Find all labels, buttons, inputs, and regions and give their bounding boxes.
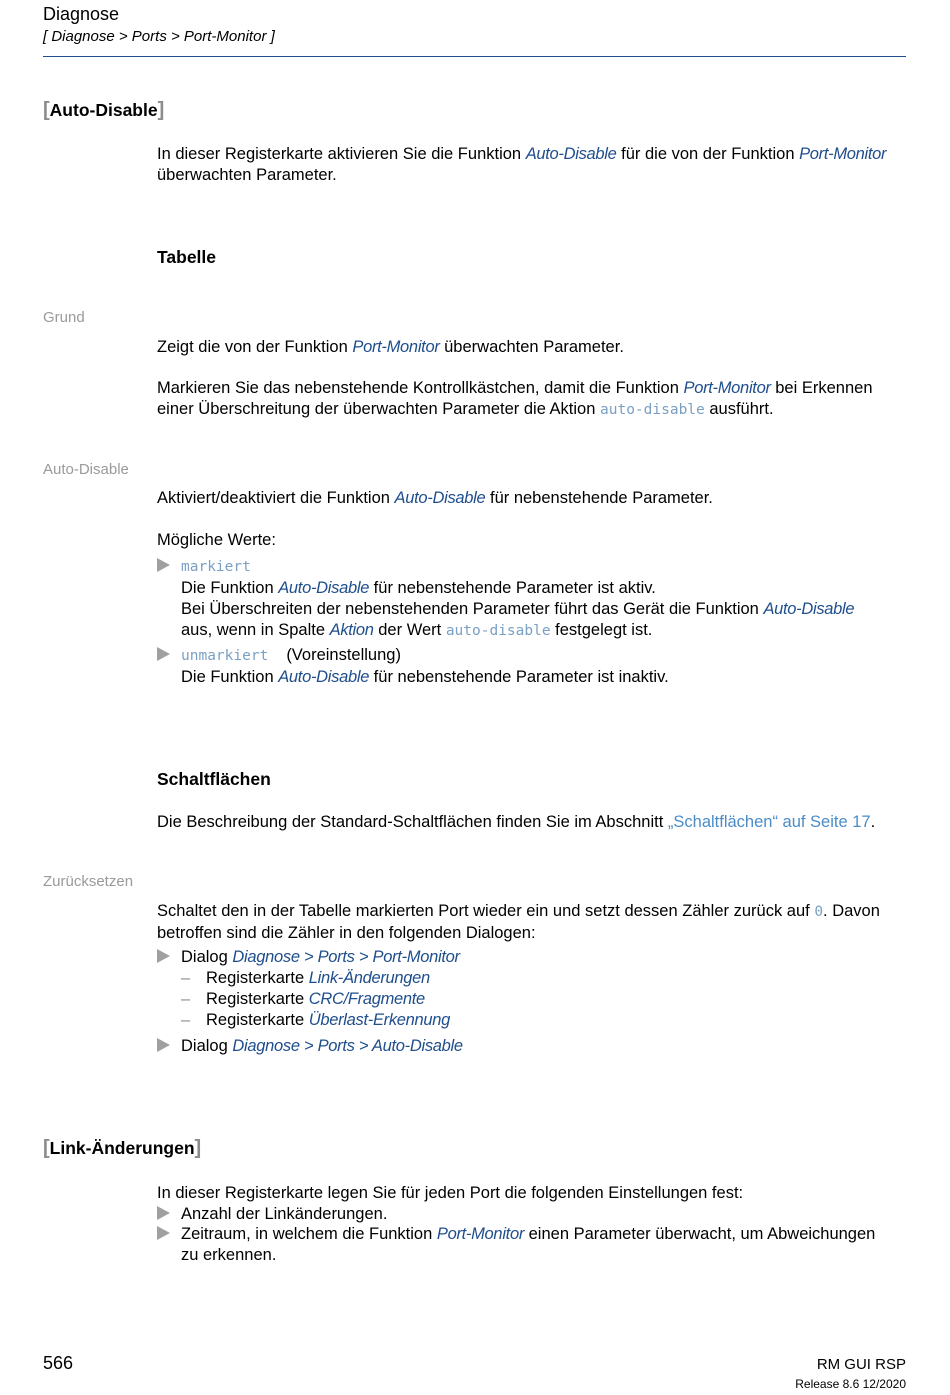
term: Auto-Disable — [278, 668, 370, 686]
triangle-bullet-icon — [157, 1038, 170, 1052]
section-title: Auto-Disable — [49, 100, 158, 120]
sub-list-item — [181, 1010, 909, 1031]
list-item-markiert — [157, 556, 909, 642]
text: Die Beschreibung der Standard-Schaltflächen finden Sie im Abschnitt — [157, 813, 668, 831]
text: festgelegt ist. — [550, 621, 653, 639]
page-number: 566 — [43, 1353, 74, 1373]
bracket-open: [ — [43, 1137, 50, 1159]
tab-name: Überlast-Erkennung — [308, 1011, 451, 1029]
text: einen Parameter überwacht, um Abweichungen — [524, 1225, 876, 1243]
running-header-breadcrumb: [ Diagnose > Ports > Port-Monitor ] — [43, 28, 275, 45]
text: In dieser Registerkarte aktivieren Sie die Funktion — [157, 145, 526, 163]
bracket-close: ] — [157, 99, 165, 121]
text: Dialog — [181, 948, 233, 966]
text: überwachten Parameter. — [157, 166, 337, 184]
list-item-dialog-auto-disable — [157, 1036, 909, 1057]
running-header-title: Diagnose — [43, 4, 120, 24]
term: Port-Monitor — [799, 145, 887, 163]
default-note: (Voreinstellung) — [286, 646, 401, 664]
text: aus, wenn in Spalte — [181, 621, 330, 639]
code-value: auto-disable — [600, 402, 705, 418]
text: für nebenstehende Parameter ist aktiv. — [369, 579, 656, 597]
possible-values-label: Mögliche Werte: — [157, 531, 276, 549]
triangle-bullet-icon — [157, 558, 170, 572]
dialog-path: Diagnose > Ports > Port-Monitor — [232, 948, 460, 966]
text: Schaltet den in der Tabelle markierten Port wieder ein und setzt dessen Zähler zurück auf — [157, 902, 815, 920]
tab-name: Link-Änderungen — [308, 969, 430, 987]
text: überwachten Parameter. — [439, 338, 624, 356]
text: Aktiviert/deaktiviert die Funktion — [157, 489, 395, 507]
footer-release: Release 8.6 12/2020 — [795, 1377, 906, 1391]
text: Die Funktion — [181, 579, 279, 597]
text: betroffen sind die Zähler in den folgenden Dialogen: — [157, 924, 536, 942]
bracket-close: ] — [194, 1137, 202, 1159]
bracket-open: [ — [43, 99, 50, 121]
footer-product: RM GUI RSP — [816, 1356, 906, 1373]
triangle-bullet-icon — [157, 647, 170, 661]
term: Auto-Disable — [278, 579, 370, 597]
dialog-path: Diagnose > Ports > Auto-Disable — [232, 1037, 463, 1055]
text: Registerkarte — [206, 990, 309, 1008]
text: Registerkarte — [206, 1011, 309, 1029]
text: zu erkennen. — [181, 1246, 277, 1264]
sub-list-item — [181, 968, 909, 989]
reset-paragraph — [157, 901, 909, 944]
text: für nebenstehende Parameter ist inaktiv. — [369, 668, 669, 686]
section-title: Link-Änderungen — [49, 1138, 195, 1158]
dash-bullet: – — [181, 1011, 191, 1029]
code-value: auto-disable — [445, 623, 551, 639]
section-intro — [157, 144, 909, 186]
text: der Wert — [373, 621, 446, 639]
triangle-bullet-icon — [157, 949, 170, 963]
text: bei Erkennen — [770, 379, 873, 397]
text: Registerkarte — [206, 969, 309, 987]
term: Auto-Disable — [763, 600, 855, 618]
grund-paragraph-2 — [157, 378, 909, 421]
text: Zeigt die von der Funktion — [157, 338, 353, 356]
code-value: 0 — [814, 904, 824, 920]
section2-intro: In dieser Registerkarte legen Sie für jeden Port die folgenden Einstellungen fest: — [157, 1184, 744, 1202]
term: Port-Monitor — [683, 379, 771, 397]
sub-list-item — [181, 989, 909, 1010]
dash-bullet: – — [181, 969, 191, 987]
side-label-zuruecksetzen: Zurücksetzen — [43, 873, 134, 890]
section-heading-auto-disable — [43, 100, 164, 121]
grund-paragraph-1 — [157, 337, 909, 358]
subheading-tabelle: Tabelle — [157, 247, 217, 267]
code-value: unmarkiert — [181, 648, 269, 664]
list-item-linkaenderungen — [157, 1204, 909, 1225]
list-item-unmarkiert — [157, 645, 909, 688]
term: Port-Monitor — [436, 1225, 525, 1243]
code-value: markiert — [181, 559, 251, 575]
text: für die von der Funktion — [616, 145, 800, 163]
triangle-bullet-icon — [157, 1226, 170, 1240]
list-item-dialog-port-monitor — [157, 947, 909, 1031]
term: Auto-Disable — [394, 489, 486, 507]
tab-name: CRC/Fragmente — [308, 990, 425, 1008]
triangle-bullet-icon — [157, 1206, 170, 1220]
term: Aktion — [329, 621, 374, 639]
text: Zeitraum, in welchem die Funktion — [181, 1225, 437, 1243]
text: ausführt. — [704, 400, 774, 418]
text: für nebenstehende Parameter. — [485, 489, 713, 507]
side-label-grund: Grund — [43, 309, 85, 326]
text: Markieren Sie das nebenstehende Kontrollkästchen, damit die Funktion — [157, 379, 684, 397]
text: Dialog — [181, 1037, 233, 1055]
subheading-schaltflaechen: Schaltflächen — [157, 769, 271, 789]
auto-disable-paragraph — [157, 488, 909, 509]
header-divider — [43, 56, 906, 57]
cross-reference-link[interactable]: „Schaltflächen“ auf Seite 17 — [667, 813, 871, 831]
buttons-description — [157, 812, 909, 833]
section-heading-link-aenderungen — [43, 1138, 201, 1159]
text: Anzahl der Linkänderungen. — [181, 1205, 388, 1223]
term: Port-Monitor — [352, 338, 440, 356]
text: . — [870, 813, 876, 831]
text: Die Funktion — [181, 668, 279, 686]
text: Bei Überschreiten der nebenstehenden Parameter führt das Gerät die Funktion — [181, 600, 764, 618]
term: Auto-Disable — [525, 145, 617, 163]
list-item-zeitraum — [157, 1224, 909, 1266]
text: . Davon — [823, 902, 880, 920]
dash-bullet: – — [181, 990, 191, 1008]
side-label-auto-disable: Auto-Disable — [43, 461, 129, 478]
text: einer Überschreitung der überwachten Parameter die Aktion — [157, 400, 600, 418]
